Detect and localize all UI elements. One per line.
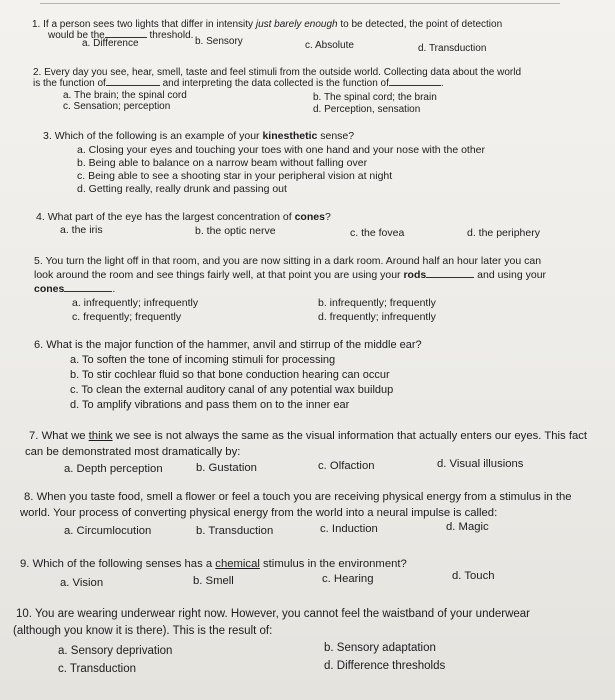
- question-text: When you taste food, smell a flower or feel a touch you are receiving physical energy from a stimulus in the: [36, 491, 572, 503]
- option-a: a. Closing your eyes and touching your toes with one hand and your nose with the other: [77, 144, 486, 156]
- option-b: b. Gustation: [196, 462, 257, 474]
- option-d: d. Magic: [446, 521, 489, 533]
- question-number: 5.: [34, 255, 43, 267]
- question-text: What we: [41, 430, 86, 442]
- option-c: c. Transduction: [58, 663, 136, 675]
- question-text: look around the room and see things fairly well, at that point you are using your: [34, 269, 401, 281]
- question-emphasis: kinesthetic: [262, 130, 318, 142]
- option-b: b. Transduction: [196, 525, 274, 537]
- option-c: c. Olfaction: [318, 460, 375, 472]
- question-7-stem: [29, 430, 587, 442]
- answer-blank: [106, 85, 160, 86]
- question-text: Which of the following senses has a: [32, 558, 213, 570]
- answer-blank: [426, 277, 474, 278]
- option-c: c. Induction: [320, 523, 378, 535]
- option-d: d. To amplify vibrations and pass them on to the inner ear: [70, 399, 350, 411]
- option-d: d. Visual illusions: [437, 458, 524, 470]
- question-number: 6.: [34, 339, 44, 351]
- option-d: d. Transduction: [418, 43, 487, 54]
- option-c: c. Being able to see a shooting star in your peripheral vision at night: [77, 170, 393, 182]
- option-d: d. Touch: [452, 570, 495, 582]
- question-text: and using your: [477, 269, 547, 281]
- question-number: 10.: [16, 608, 32, 620]
- question-text: Which of the following is an example of your: [54, 130, 260, 142]
- question-text: .: [440, 78, 444, 89]
- option-a: a. Sensory deprivation: [58, 645, 173, 657]
- question-text: to be detected, the point of detection: [340, 19, 503, 30]
- option-c: c. Absolute: [305, 40, 354, 51]
- option-b: b. The spinal cord; the brain: [313, 92, 437, 103]
- option-a: a. The brain; the spinal cord: [63, 90, 187, 101]
- option-b: b. Smell: [193, 575, 234, 587]
- option-d: d. Difference thresholds: [324, 660, 446, 672]
- option-a: a. Vision: [60, 577, 104, 589]
- option-d: d. the periphery: [467, 227, 540, 239]
- option-a: a. Circumlocution: [64, 525, 152, 537]
- question-emphasis: cones: [294, 211, 325, 223]
- question-text: If a person sees two lights that differ in intensity: [43, 19, 254, 30]
- question-text: and interpreting the data collected is the function of: [162, 78, 389, 89]
- question-10-stem-line2: (although you know it is there). This is the result of:: [13, 625, 273, 637]
- question-emphasis: chemical: [215, 558, 260, 570]
- option-a: a. Difference: [82, 38, 139, 49]
- question-10-stem: [16, 608, 530, 620]
- question-text: threshold.: [149, 30, 194, 41]
- question-text: we see is not always the same as the visual information that actually enters our eyes. This fact: [115, 430, 588, 442]
- question-emphasis: cones: [34, 283, 65, 295]
- question-emphasis: think: [88, 430, 113, 442]
- question-text: What part of the eye has the largest concentration of: [47, 211, 292, 223]
- option-a: a. To soften the tone of incoming stimuli for processing: [70, 354, 336, 366]
- question-text: You are wearing underwear right now. However, you cannot feel the waistband of your underwear: [35, 608, 531, 620]
- question-5-stem-line3: [34, 283, 115, 295]
- option-b: b. Sensory adaptation: [324, 642, 436, 654]
- question-number: 9.: [20, 558, 30, 570]
- question-text: stimulus in the environment?: [263, 558, 407, 570]
- question-2-stem: [33, 67, 521, 78]
- question-text: You turn the light off in that room, and you are now sitting in a dark room. Around half an hour later you can: [45, 255, 542, 267]
- option-c: c. To clean the external auditory canal of any potential wax buildup: [70, 384, 394, 396]
- option-d: d. Perception, sensation: [313, 104, 421, 115]
- option-b: b. Sensory: [195, 36, 243, 47]
- option-b: b. infrequently; frequently: [318, 297, 436, 309]
- question-8-stem: [24, 491, 572, 503]
- top-rule: [40, 3, 560, 4]
- question-1-stem: [32, 19, 502, 30]
- question-5-stem: [34, 255, 541, 267]
- option-a: a. the iris: [60, 224, 103, 236]
- answer-blank: [64, 291, 112, 292]
- question-2-stem-line2: [33, 78, 444, 89]
- question-4-stem: [36, 211, 331, 223]
- question-emphasis: rods: [403, 269, 427, 281]
- question-text: What is the major function of the hammer, anvil and stirrup of the middle ear?: [46, 339, 422, 351]
- question-6-stem: [34, 339, 422, 351]
- option-a: a. Depth perception: [64, 463, 163, 475]
- option-c: c. Hearing: [322, 573, 374, 585]
- option-c: c. frequently; frequently: [72, 311, 182, 323]
- question-number: 2.: [33, 67, 42, 78]
- question-text: .: [112, 283, 116, 295]
- question-text: would be the: [48, 30, 105, 41]
- question-3-stem: [43, 130, 354, 142]
- question-text: sense?: [320, 130, 355, 142]
- question-5-stem-line2: [34, 269, 546, 281]
- question-8-stem-line2: world. Your process of converting physical energy from the world into a neural impulse is called:: [20, 507, 498, 519]
- question-number: 1.: [32, 19, 41, 30]
- question-text: ?: [324, 211, 331, 223]
- option-b: b. Being able to balance on a narrow beam without falling over: [77, 157, 368, 169]
- option-a: a. infrequently; infrequently: [72, 297, 199, 309]
- option-b: b. the optic nerve: [195, 225, 276, 237]
- option-b: b. To stir cochlear fluid so that bone conduction hearing can occur: [70, 369, 390, 381]
- question-text: is the function of: [33, 78, 106, 89]
- question-7-stem-line2: can be demonstrated most dramatically by:: [25, 446, 241, 458]
- answer-blank: [389, 85, 441, 86]
- question-number: 8.: [24, 491, 34, 503]
- question-9-stem: [20, 558, 407, 570]
- question-number: 3.: [43, 130, 52, 142]
- question-number: 4.: [36, 211, 45, 223]
- question-emphasis: just barely enough: [255, 19, 338, 30]
- option-c: c. Sensation; perception: [63, 101, 171, 112]
- question-text: Every day you see, hear, smell, taste and feel stimuli from the outside world. Collecting data about the world: [44, 67, 522, 78]
- option-d: d. frequently; infrequently: [318, 311, 436, 323]
- option-d: d. Getting really, really drunk and passing out: [77, 183, 287, 195]
- question-number: 7.: [29, 430, 39, 442]
- option-c: c. the fovea: [350, 227, 405, 239]
